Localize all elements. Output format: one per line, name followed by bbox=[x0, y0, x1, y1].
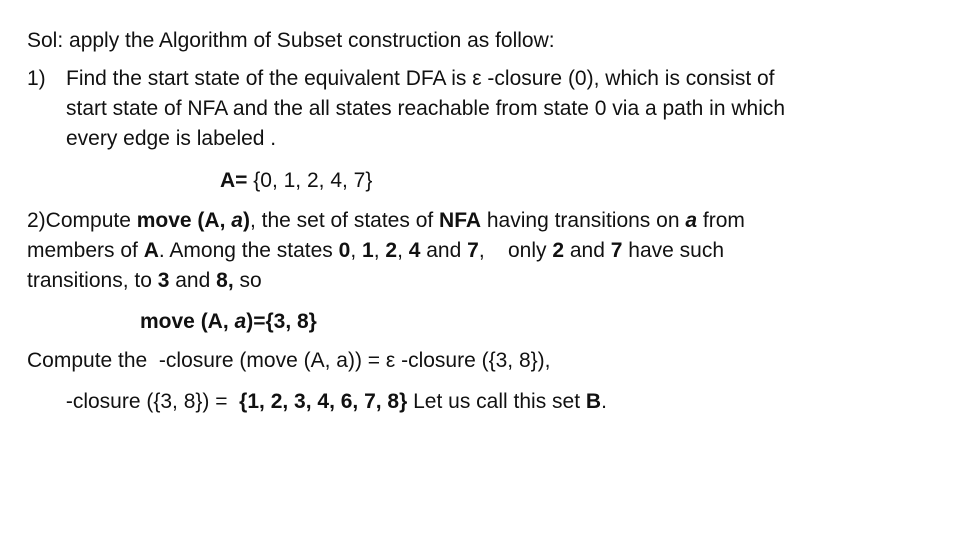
step2-l3-end: so bbox=[233, 269, 262, 292]
step2-l1-pre: 2)Compute bbox=[27, 209, 137, 232]
step2-line1 bbox=[27, 206, 745, 236]
step2-l2-c1: , bbox=[350, 239, 363, 262]
set-a-label: A= bbox=[220, 169, 254, 192]
set-a-value: {0, 1, 2, 4, 7} bbox=[253, 169, 373, 192]
step2-l2-and2: and bbox=[564, 239, 611, 262]
move-result-bold bbox=[140, 310, 317, 333]
compute-closure-line: Compute the -closure (move (A, a)) = ε -closure ({3, 8}), bbox=[27, 349, 551, 372]
step2-l2-s1: 1 bbox=[362, 239, 374, 262]
step2-line2 bbox=[27, 236, 724, 266]
closure-pre: -closure ({3, 8}) = bbox=[60, 390, 240, 413]
step2-l1-end: from bbox=[697, 209, 745, 232]
step2-l1-move-a: a bbox=[231, 209, 243, 232]
step2-l2-s4: 4 bbox=[408, 239, 421, 262]
closure-result-line bbox=[60, 387, 607, 417]
step2-l2-s0: 0 bbox=[338, 239, 351, 262]
step1-line2: start state of NFA and the all states reachable from state 0 via a path in which bbox=[66, 97, 786, 120]
step2-l3-3: 3 bbox=[157, 269, 170, 292]
step2-l2-pre: members of bbox=[27, 239, 144, 262]
step2-l2-end: have such bbox=[622, 239, 725, 262]
move-result-post: )={3, 8} bbox=[246, 310, 317, 333]
step2-l1-mid: , the set of states of bbox=[249, 209, 440, 232]
step1-number: 1) bbox=[27, 67, 46, 90]
step2-l3-pre: transitions, to bbox=[27, 269, 158, 292]
step2-l2-c2: , bbox=[373, 239, 386, 262]
step1-line3: every edge is labeled . bbox=[66, 127, 277, 150]
step1-line1: Find the start state of the equivalent DFA is ε -closure (0), which is consist of bbox=[66, 67, 775, 90]
step2-l2-o7: 7 bbox=[610, 239, 623, 262]
closure-end: . bbox=[601, 390, 607, 413]
intro-text: Sol: apply the Algorithm of Subset construction as follow: bbox=[27, 29, 555, 52]
step2-l1-a2-italic: a bbox=[685, 209, 698, 232]
step2-l2-c3: , bbox=[397, 239, 409, 262]
step2-l2-s2: 2 bbox=[385, 239, 398, 262]
step2-l1-mid2: having transitions on bbox=[481, 209, 686, 232]
step2-l2-only: , only bbox=[478, 239, 553, 262]
move-result-pre: move (A, bbox=[140, 310, 235, 333]
step2-l2-mid: . Among the states bbox=[158, 239, 339, 262]
step2-l2-A: A bbox=[143, 239, 159, 262]
step2-l1-move-text: move (A, bbox=[136, 209, 232, 232]
step2-l2-o2: 2 bbox=[552, 239, 565, 262]
step2-l3-and: and bbox=[169, 269, 217, 292]
move-result-a: a bbox=[234, 310, 247, 333]
step2-l2-s7: 7 bbox=[467, 239, 479, 262]
step2-line3 bbox=[27, 266, 262, 296]
set-a-definition bbox=[220, 166, 372, 196]
closure-name: B bbox=[585, 390, 602, 413]
step2-l1-move bbox=[137, 209, 250, 232]
closure-set: {1, 2, 3, 4, 6, 7, 8} bbox=[239, 390, 408, 413]
closure-mid: Let us call this set bbox=[407, 390, 586, 413]
step2-l1-move-close: ) bbox=[242, 209, 250, 232]
step2-l1-nfa: NFA bbox=[439, 209, 482, 232]
move-result bbox=[140, 307, 317, 337]
step2-l3-8: 8, bbox=[216, 269, 234, 292]
step2-l2-and: and bbox=[420, 239, 468, 262]
step2-l1-a2 bbox=[685, 209, 697, 232]
